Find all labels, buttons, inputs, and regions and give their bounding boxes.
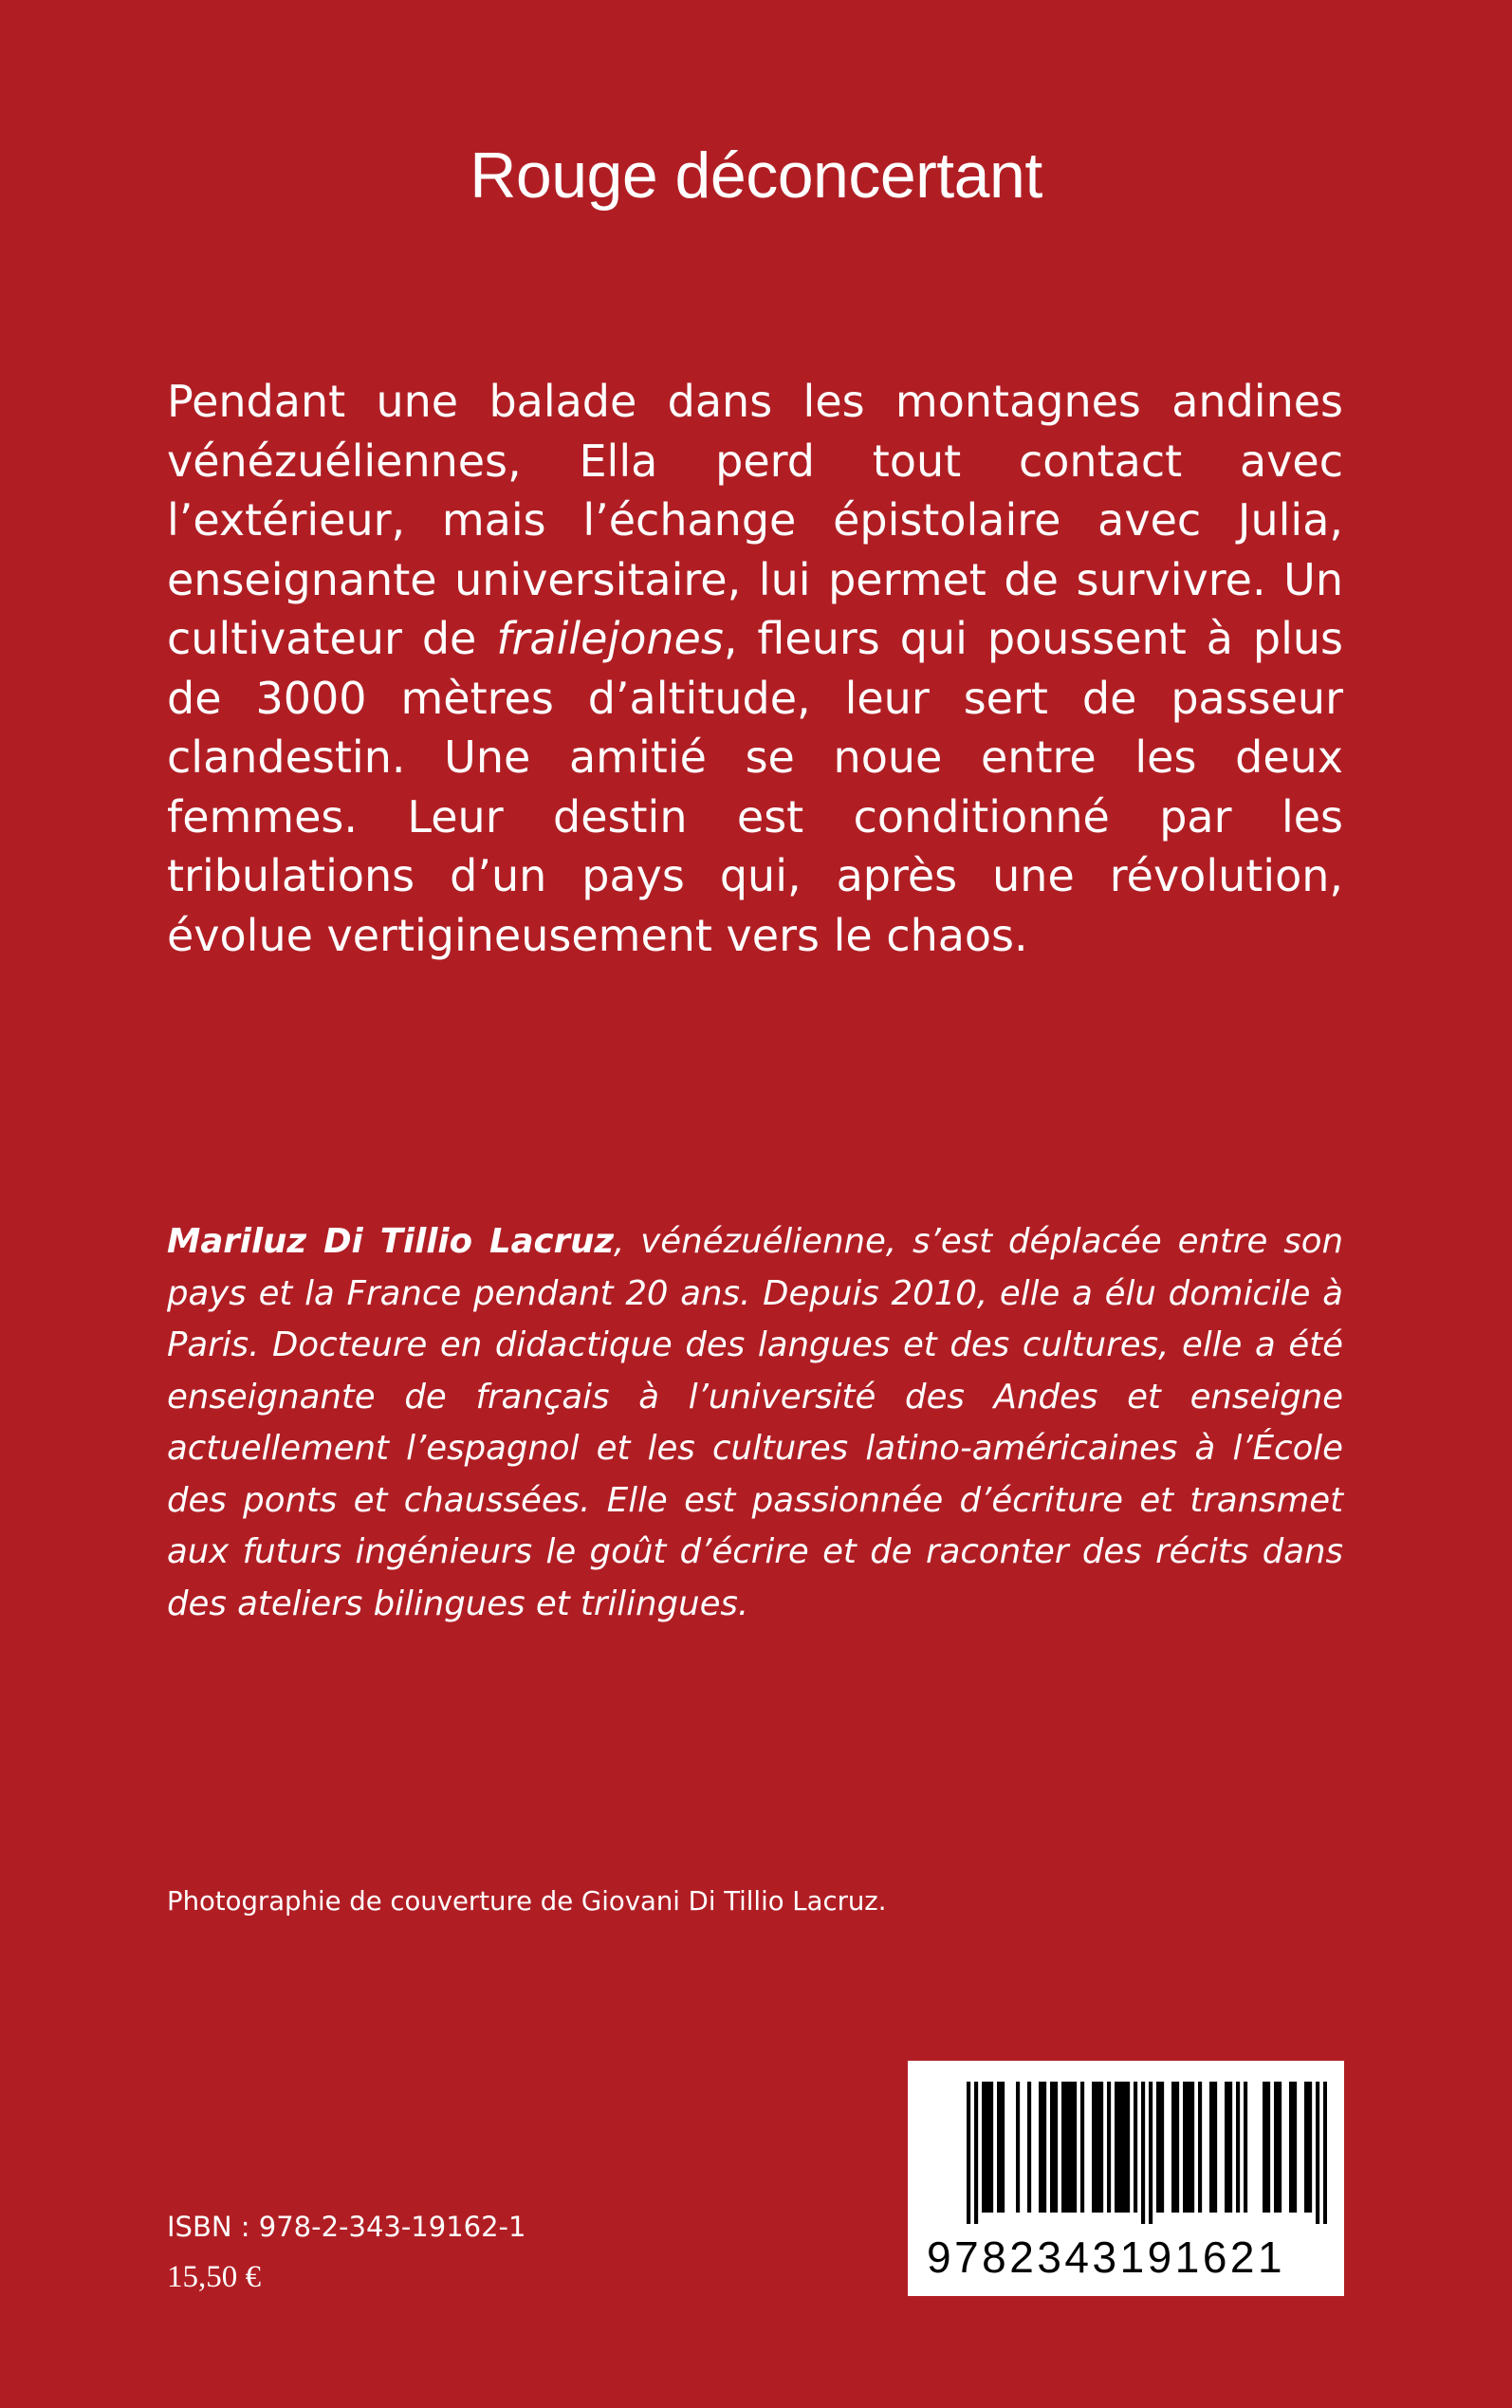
barcode-bar [1027,2082,1031,2213]
photo-credit: Photographie de couverture de Giovani Di Tillio Lacruz. [167,1886,887,1917]
barcode-bar [1042,2082,1046,2213]
barcode-bar [1050,2082,1054,2213]
barcode-bar [1236,2082,1240,2213]
barcode-bar [1061,2082,1065,2213]
barcode-bars [967,2082,1327,2224]
barcode [908,2061,1344,2296]
author-bio-text: , vénézuélienne, s’est déplacée entre son pays et la France pendant 20 ans. Depuis 2010, elle a élu domicile à Paris. Docteure en didactique des langues et des cultures, elle a été enseignante de français à l’université des Andes et enseigne actuellement l’espagnol et les cultures latino-américaines à l’École des ponts et chaussées. Elle est passionnée d’écriture et transmet aux futurs ingénieurs le goût d’écrire et de raconter des récits dans des ateliers bilingues et trilingues. [167,1222,1343,1623]
barcode-bar [1149,2082,1152,2224]
author-bio-paragraph [167,1216,1343,1630]
barcode-bar [1039,2082,1042,2213]
barcode-bar [986,2082,989,2213]
barcode-bar [1099,2082,1103,2213]
barcode-bar [1244,2082,1247,2213]
barcode-bar [1107,2082,1111,2213]
barcode-bar [1122,2082,1126,2213]
barcode-bar [1209,2082,1213,2213]
barcode-bar [1190,2082,1194,2213]
barcode-bar [1198,2082,1202,2213]
barcode-bar [1080,2082,1084,2213]
barcode-bar [1115,2082,1118,2213]
barcode-bar [1141,2082,1145,2224]
barcode-bar [1266,2082,1270,2213]
barcode-bar [967,2082,970,2224]
barcode-bar [1175,2082,1179,2213]
barcode-bar [1213,2082,1217,2213]
barcode-bar [1073,2082,1077,2213]
barcode-bar [1016,2082,1020,2213]
barcode-bar [1118,2082,1122,2213]
barcode-bar [1183,2082,1187,2213]
barcode-bar [1304,2082,1308,2213]
barcode-bar [1316,2082,1319,2224]
book-title: Rouge déconcertant [470,139,1042,212]
barcode-bar [1263,2082,1266,2213]
barcode-bar [1156,2082,1160,2213]
barcode-bar [1289,2082,1293,2213]
synopsis-text-end: , fleurs qui poussent à plus de 3000 mètres d’altitude, leur sert de passeur clandestin. Une amitié se noue entre les deux femmes. Leur destin est conditionné par les tribulations d’un pays qui, après une révolution, évolue vertigineusement vers le chaos. [167,613,1343,961]
barcode-bar [1160,2082,1164,2213]
barcode-bar [989,2082,993,2213]
barcode-bar [1187,2082,1190,2213]
barcode-number: 9782343191621 [927,2232,1286,2282]
barcode-bar [1054,2082,1058,2213]
barcode-bar [982,2082,986,2213]
author-name: Mariluz Di Tillio Lacruz [167,1222,615,1261]
price-label: 15,50 € [167,2260,261,2294]
barcode-bar [1069,2082,1073,2213]
synopsis-italic-term: frailejones [496,613,724,664]
barcode-bar [1001,2082,1005,2213]
barcode-bar [1308,2082,1312,2213]
barcode-bar [1065,2082,1069,2213]
barcode-bar [1126,2082,1130,2213]
barcode-bar [1225,2082,1228,2213]
barcode-bar [974,2082,978,2224]
synopsis-paragraph [167,372,1343,965]
barcode-bar [1096,2082,1099,2213]
barcode-bar [1092,2082,1096,2213]
barcode-bar [1274,2082,1278,2213]
barcode-bar [1171,2082,1175,2213]
synopsis-text-start: Pendant une balade dans les montagnes andines vénézuéliennes, Ella perd tout contact avec l’extérieur, mais l’échange épistolaire avec Julia, enseignante universitaire, lui permet de survivre. Un cultivateur de [167,376,1343,664]
isbn-label: ISBN : 978-2-343-19162-1 [167,2211,526,2243]
barcode-bar [1278,2082,1282,2213]
barcode-bar [1134,2082,1137,2213]
barcode-bar [997,2082,1001,2213]
barcode-bar [1228,2082,1232,2213]
barcode-bar [1293,2082,1297,2213]
barcode-bar [1323,2082,1327,2224]
